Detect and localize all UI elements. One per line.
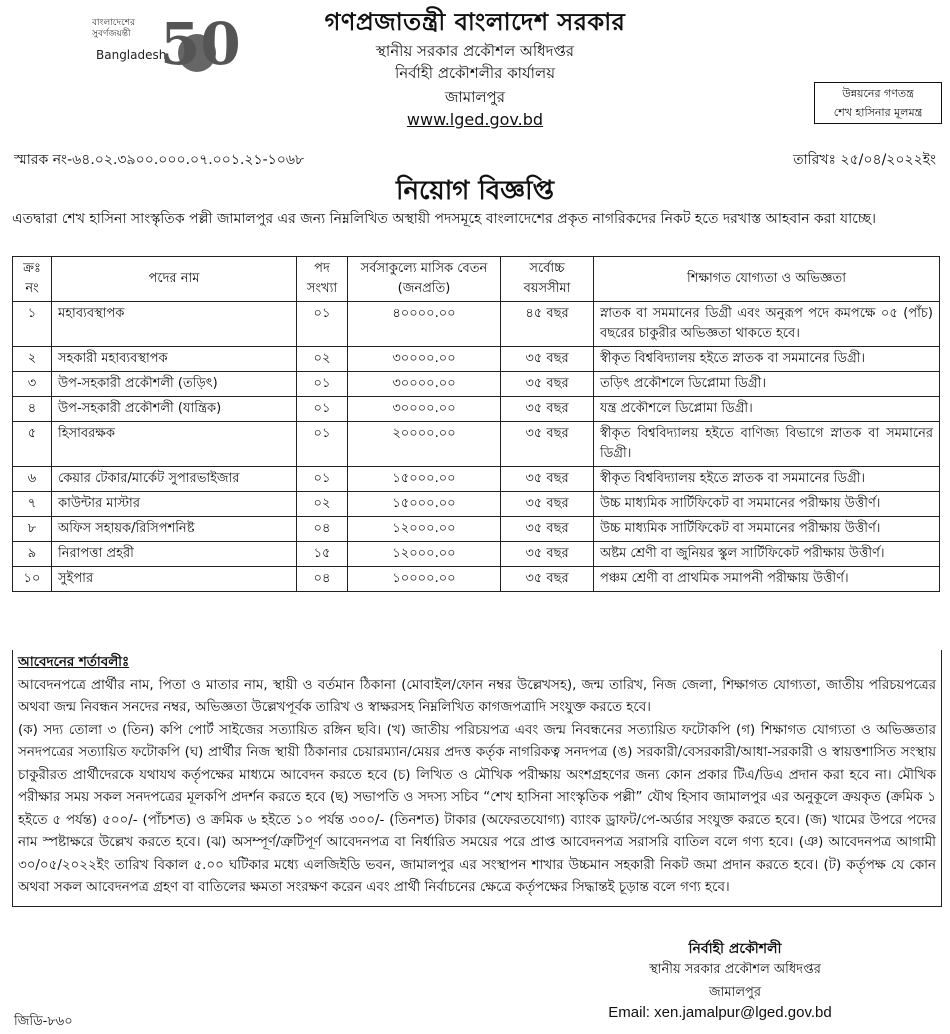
- row-age-limit: ৩৫ বছর: [501, 467, 594, 492]
- row-age-limit: ৩৫ বছর: [501, 542, 594, 567]
- row-post-name: কেয়ার টেকার/মার্কেট সুপারভাইজার: [52, 467, 297, 492]
- row-qualification: স্বীকৃত বিশ্ববিদ্যালয় হইতে স্নাতক বা সমমানের ডিগ্রী।: [594, 467, 940, 492]
- application-conditions: [12, 650, 942, 907]
- row-salary: ৩০০০০.০০: [348, 397, 501, 422]
- row-qualification: অষ্টম শ্রেণী বা জুনিয়র স্কুল সার্টিফিকেট পরীক্ষায় উত্তীর্ণ।: [594, 542, 940, 567]
- table-row: [13, 422, 940, 467]
- col-post-count: পদ সংখ্যা: [297, 257, 348, 302]
- contact-email[interactable]: Email: xen.jamalpur@lged.gov.bd: [608, 1004, 832, 1021]
- row-post-name: অফিস সহায়ক/রিসিপশনিষ্ট: [52, 517, 297, 542]
- motto-box: [814, 82, 942, 124]
- department-name: স্থানীয় সরকার প্রকৌশল অধিদপ্তর: [375, 42, 575, 60]
- row-salary: ১২০০০.০০: [348, 517, 501, 542]
- row-age-limit: ৩৫ বছর: [501, 347, 594, 372]
- row-serial: ৩: [13, 372, 52, 397]
- row-age-limit: ৩৫ বছর: [501, 422, 594, 467]
- row-post-count: ০৪: [297, 517, 348, 542]
- row-salary: ২০০০০.০০: [348, 422, 501, 467]
- row-qualification: তড়িৎ প্রকৌশলে ডিপ্লোমা ডিগ্রী।: [594, 372, 940, 397]
- col-post-name: পদের নাম: [52, 257, 297, 302]
- signatory-designation: নির্বাহী প্রকৌশলী: [688, 941, 782, 957]
- row-post-count: ০১: [297, 397, 348, 422]
- conditions-heading: আবেদনের শর্তাবলীঃ: [18, 655, 130, 670]
- row-post-count: ১৫: [297, 542, 348, 567]
- row-salary: ১২০০০.০০: [348, 542, 501, 567]
- row-salary: ৪০০০০.০০: [348, 302, 501, 347]
- row-qualification: স্বীকৃত বিশ্ববিদ্যালয় হইতে স্নাতক বা সমমানের ডিগ্রী।: [594, 347, 940, 372]
- row-salary: ৩০০০০.০০: [348, 372, 501, 397]
- row-post-count: ০১: [297, 467, 348, 492]
- row-post-name: হিসাবরক্ষক: [52, 422, 297, 467]
- district-name: জামালপুর: [444, 88, 506, 106]
- row-age-limit: ৩৫ বছর: [501, 397, 594, 422]
- col-qualification: শিক্ষাগত যোগ্যতা ও অভিজ্ঞতা: [594, 257, 940, 302]
- row-post-count: ০২: [297, 347, 348, 372]
- memo-number: স্মারক নং-৬৪.০২.৩৯০০.০০০.০৭.০০১.২১-১০৬৮: [14, 152, 305, 168]
- row-serial: ২: [13, 347, 52, 372]
- row-qualification: উচ্চ মাধ্যমিক সার্টিফিকেট বা সমমানের পরীক্ষায় উত্তীর্ণ।: [594, 492, 940, 517]
- row-serial: ৫: [13, 422, 52, 467]
- vacancy-table: [12, 256, 940, 592]
- row-serial: ৬: [13, 467, 52, 492]
- conditions-paragraph-1: আবেদনপত্রে প্রার্থীর নাম, পিতা ও মাতার নাম, স্থায়ী ও বর্তমান ঠিকানা (মোবাইল/ফোন নম্বর উল্লেখসহ), জন্ম তারিখ, নিজ জেলা, শিক্ষাগত যোগ্যতা, জাতীয় পরিচয়পত্রের অথবা জন্ম নিবন্ধন সনদের নম্বর, অভিজ্ঞতা উল্লেখপূর্বক তারিখ ও স্বাক্ষরসহ নিম্নলিখিত কাগজপত্রাদি সংযুক্ত করতে হবে।: [18, 677, 936, 715]
- row-post-name: উপ-সহকারী প্রকৌশলী (যান্ত্রিক): [52, 397, 297, 422]
- website-link[interactable]: www.lged.gov.bd: [406, 110, 544, 129]
- row-serial: ৮: [13, 517, 52, 542]
- office-name: নির্বাহী প্রকৌশলীর কার্যালয়: [394, 64, 556, 82]
- row-salary: ১৫০০০.০০: [348, 492, 501, 517]
- row-qualification: যন্ত্র প্রকৌশলে ডিপ্লোমা ডিগ্রী।: [594, 397, 940, 422]
- table-row: [13, 302, 940, 347]
- row-post-count: ০২: [297, 492, 348, 517]
- table-row: [13, 467, 940, 492]
- row-serial: ১: [13, 302, 52, 347]
- table-row: [13, 347, 940, 372]
- row-qualification: স্নাতক বা সমমানের ডিগ্রী এবং অনুরূপ পদে কমপক্ষে ০৫ (পাঁচ) বছরের চাকুরীর অভিজ্ঞতা থাকতে হবে।: [594, 302, 940, 347]
- row-serial: ৯: [13, 542, 52, 567]
- row-age-limit: ৪৫ বছর: [501, 302, 594, 347]
- row-serial: ৪: [13, 397, 52, 422]
- logo-number: 50: [160, 10, 241, 78]
- gd-number: জিডি-৮৬০: [14, 1014, 73, 1029]
- table-row: [13, 567, 940, 592]
- row-post-count: ০১: [297, 422, 348, 467]
- signatory-district: জামালপুর: [708, 985, 762, 1000]
- table-row: [13, 517, 940, 542]
- motto-line-2: শেখ হাসিনার মূলমন্ত্র: [833, 106, 923, 119]
- row-age-limit: ৩৫ বছর: [501, 567, 594, 592]
- row-salary: ১৫০০০.০০: [348, 467, 501, 492]
- page-title: নিয়োগ বিজ্ঞপ্তি: [396, 176, 554, 206]
- row-qualification: স্বীকৃত বিশ্ববিদ্যালয় হইতে বাণিজ্য বিভাগে স্নাতক বা সমমানের ডিগ্রী।: [594, 422, 940, 467]
- row-post-name: সহকারী মহাব্যবস্থাপক: [52, 347, 297, 372]
- government-title: গণপ্রজাতন্ত্রী বাংলাদেশ সরকার: [324, 8, 626, 36]
- logo-text: Bangladesh: [96, 48, 167, 62]
- row-age-limit: ৩৫ বছর: [501, 492, 594, 517]
- row-qualification: পঞ্চম শ্রেণী বা প্রাথমিক সমাপনী পরীক্ষায় উত্তীর্ণ।: [594, 567, 940, 592]
- row-serial: ১০: [13, 567, 52, 592]
- table-row: [13, 542, 940, 567]
- col-age-limit: সর্বোচ্চ বয়সসীমা: [501, 257, 594, 302]
- row-post-count: ০১: [297, 372, 348, 397]
- row-post-name: নিরাপত্তা প্রহরী: [52, 542, 297, 567]
- row-qualification: উচ্চ মাধ্যমিক সার্টিফিকেট বা সমমানের পরীক্ষায় উত্তীর্ণ।: [594, 517, 940, 542]
- table-header-row: [13, 257, 940, 302]
- table-row: [13, 397, 940, 422]
- table-row: [13, 492, 940, 517]
- intro-paragraph: এতদ্বারা শেখ হাসিনা সাংস্কৃতিক পল্লী জামালপুর এর জন্য নিম্নলিখিত অস্থায়ী পদসমূহে বাংলাদেশের প্রকৃত নাগরিকদের নিকট হতে দরখাস্ত আহবান করা যাচ্ছে।: [12, 211, 877, 227]
- row-post-count: ০১: [297, 302, 348, 347]
- row-age-limit: ৩৫ বছর: [501, 372, 594, 397]
- row-post-name: মহাব্যবস্থাপক: [52, 302, 297, 347]
- row-salary: ১০০০০.০০: [348, 567, 501, 592]
- row-post-name: কাউন্টার মাস্টার: [52, 492, 297, 517]
- row-salary: ৩০০০০.০০: [348, 347, 501, 372]
- row-serial: ৭: [13, 492, 52, 517]
- conditions-paragraph-2: (ক) সদ্য তোলা ৩ (তিন) কপি পোর্ট সাইজের সত্যায়িত রঙ্গিন ছবি। (খ) জাতীয় পরিচয়পত্র এবং জন্ম নিবন্ধনের সত্যায়িত ফটোকপি (গ) শিক্ষাগত যোগ্যতা ও অভিজ্ঞতার সনদপত্রের সত্যায়িত ফটোকপি (ঘ) প্রার্থীর নিজ স্থায়ী ঠিকানার চেয়ারম্যান/মেয়র প্রদত্ত কর্তৃক নাগরিকত্ব সনদপত্র (ঙ) সরকারী/বেসরকারী/আধা-সরকারী ও স্বায়ত্তশাসিত সংস্থায় চাকুরীরত প্রার্থীদেরকে যথাযথ কর্তৃপক্ষের মাধ্যমে আবেদন করতে হবে (চ) লিখিত ও মৌখিক পরীক্ষায় অংশগ্রহণের জন্য কোন প্রকার টিএ/ডিএ প্রদান করা হবে না। মৌখিক পরীক্ষার সময় সকল সনদপত্রের মূলকপি প্রদর্শন করতে হবে (ছ) সভাপতি ও সদস্য সচিব “শেখ হাসিনা সাংস্কৃতিক পল্লী” যৌথ হিসাব জামালপুর এর অনুকূলে ক্রয়কৃত (ক্রমিক ১ হইতে ৫ পর্যন্ত) ৫০০/- (পাঁচশত) ও ক্রমিক ৬ হইতে ১০ পর্যন্ত ৩০০/- (তিনশত) টাকার (অফেরতযোগ্য) ব্যাংক ড্রাফট/পে-অর্ডার সংযুক্ত করতে হবে। (জ) খামের উপরে পদের নাম স্পষ্টাক্ষরে উল্লেখ করতে হবে। (ঝ) অসম্পূর্ণ/ত্রুটিপূর্ণ আবেদনপত্র বা নির্ধারিত সময়ের পরে প্রাপ্ত আবেদনপত্র সরাসরি বাতিল বলে গণ্য হবে। (ঞ) আবেদনপত্র আগামী ৩০/০৫/২০২২ইং তারিখ বিকাল ৫.০০ ঘটিকার মধ্যে এলজিইডি ভবন, জামালপুর এর সংস্থাপন শাখার উচ্চমান সহকারী নিকট জমা প্রদান করতে হবে। (ট) কর্তৃপক্ষ যে কোন অথবা সকল আবেদনপত্র গ্রহণ বা বাতিলের ক্ষমতা সংরক্ষণ করেন এবং প্রার্থী নির্বাচনের ক্ষেত্রে কর্তৃপক্ষের সিদ্ধান্তই চূড়ান্ত বলে গণ্য হবে।: [18, 722, 936, 895]
- col-serial: ক্রঃ নং: [13, 257, 52, 302]
- logo-tagline: বাংলাদেশের সুবর্ণজয়ন্তী: [92, 18, 136, 39]
- table-row: [13, 372, 940, 397]
- signatory-department: স্থানীয় সরকার প্রকৌশল অধিদপ্তর: [649, 962, 821, 977]
- motto-line-1: উন্নয়নের গণতন্ত্র: [842, 87, 914, 100]
- col-salary: সর্বসাকুল্যে মাসিক বেতন (জনপ্রতি): [348, 257, 501, 302]
- row-post-name: উপ-সহকারী প্রকৌশলী (তড়িৎ): [52, 372, 297, 397]
- row-post-count: ০৪: [297, 567, 348, 592]
- row-age-limit: ৩৫ বছর: [501, 517, 594, 542]
- row-post-name: সুইপার: [52, 567, 297, 592]
- notice-date: তারিখঃ ২৫/০৪/২০২২ইং: [793, 152, 936, 168]
